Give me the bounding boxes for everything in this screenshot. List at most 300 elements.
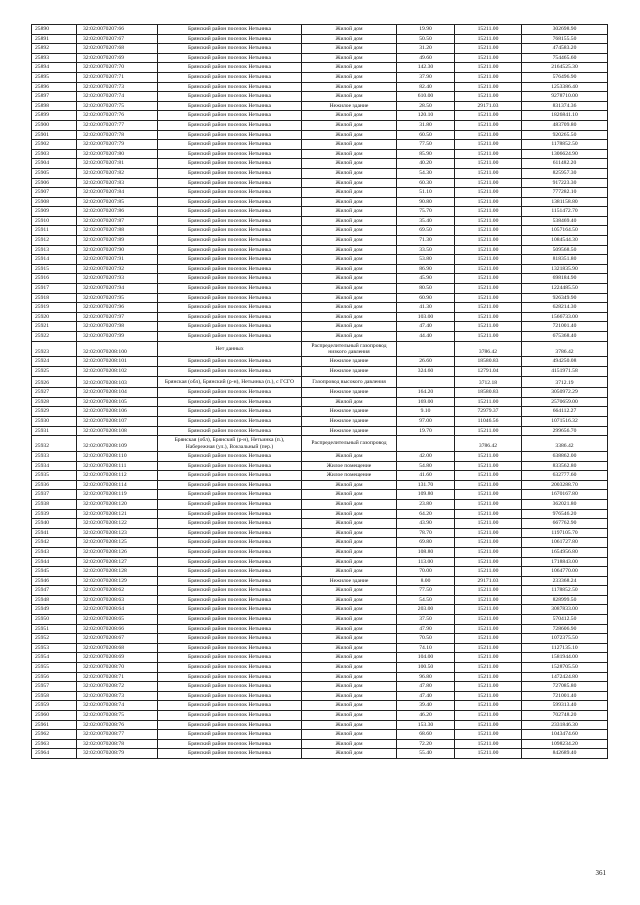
cell-specific-value: 15211.00 bbox=[455, 130, 522, 140]
cell-object-type: Жилой дом bbox=[302, 63, 397, 73]
cell-object-type: Жилой дом bbox=[302, 92, 397, 102]
cell-address: Брянский район поселок Нетьинка bbox=[158, 538, 302, 548]
cell-cadastral-number: 32:02:0070208:126 bbox=[77, 547, 158, 557]
cell-address: Брянский район поселок Нетьинка bbox=[158, 407, 302, 417]
cell-cadastral-number: 32:02:0070207:97 bbox=[77, 312, 158, 322]
cell-specific-value: 15211.00 bbox=[455, 397, 522, 407]
cell-address: Брянский район поселок Нетьинка bbox=[158, 624, 302, 634]
table-row bbox=[32, 397, 608, 407]
cell-row-number: 25929 bbox=[32, 407, 77, 417]
table-row bbox=[32, 720, 608, 730]
cell-specific-value: 15211.00 bbox=[455, 159, 522, 169]
cell-cadastral-number: 32:02:0070208:74 bbox=[77, 701, 158, 711]
cell-object-type: Жилой дом bbox=[302, 293, 397, 303]
cell-specific-value: 15211.00 bbox=[455, 332, 522, 342]
cell-row-number: 25901 bbox=[32, 130, 77, 140]
cell-row-number: 25910 bbox=[32, 216, 77, 226]
cell-row-number: 25961 bbox=[32, 720, 77, 730]
cell-area: 70.00 bbox=[397, 567, 455, 577]
table-row bbox=[32, 53, 608, 63]
cell-area: 31.80 bbox=[397, 120, 455, 130]
cell-address: Брянский район поселок Нетьинка bbox=[158, 720, 302, 730]
cell-address: Брянский район поселок Нетьинка bbox=[158, 168, 302, 178]
table-row bbox=[32, 197, 608, 207]
cell-object-type: Жилой дом bbox=[302, 72, 397, 82]
table-row bbox=[32, 149, 608, 159]
cell-cadastral-number: 32:02:0070207:70 bbox=[77, 63, 158, 73]
cell-row-number: 25960 bbox=[32, 711, 77, 721]
cell-cadastral-value: 3786.42 bbox=[522, 341, 608, 357]
cell-address: Нет данных bbox=[158, 341, 302, 357]
cell-area: 153.30 bbox=[397, 720, 455, 730]
cell-specific-value: 15211.00 bbox=[455, 490, 522, 500]
cell-specific-value: 15211.00 bbox=[455, 663, 522, 673]
cell-cadastral-number: 32:02:0070208:77 bbox=[77, 730, 158, 740]
table-row bbox=[32, 461, 608, 471]
cell-cadastral-number: 32:02:0070208:119 bbox=[77, 490, 158, 500]
cell-area: 69.80 bbox=[397, 538, 455, 548]
cell-cadastral-value: 638862.00 bbox=[522, 451, 608, 461]
cell-area: 37.50 bbox=[397, 615, 455, 625]
table-row bbox=[32, 303, 608, 313]
cell-cadastral-value: 1718843.00 bbox=[522, 557, 608, 567]
cell-cadastral-number: 32:02:0070207:91 bbox=[77, 255, 158, 265]
cell-cadastral-value: 920265.50 bbox=[522, 130, 608, 140]
cell-specific-value: 15211.00 bbox=[455, 711, 522, 721]
cell-cadastral-number: 32:02:0070207:69 bbox=[77, 53, 158, 63]
cell-row-number: 25903 bbox=[32, 149, 77, 159]
cell-address: Брянский район поселок Нетьинка bbox=[158, 120, 302, 130]
cell-cadastral-value: 2003288.70 bbox=[522, 480, 608, 490]
table-row bbox=[32, 207, 608, 217]
cell-area: 23.80 bbox=[397, 499, 455, 509]
cell-cadastral-number: 32:02:0070207:86 bbox=[77, 207, 158, 217]
cell-row-number: 25958 bbox=[32, 691, 77, 701]
cell-row-number: 25947 bbox=[32, 586, 77, 596]
cell-specific-value: 18580.83 bbox=[455, 388, 522, 398]
cell-cadastral-value: 842689.40 bbox=[522, 749, 608, 759]
cell-address: Брянский район поселок Нетьинка bbox=[158, 236, 302, 246]
table-row bbox=[32, 188, 608, 198]
cell-specific-value: 15211.00 bbox=[455, 624, 522, 634]
cell-object-type: Жилой дом bbox=[302, 25, 397, 35]
cell-cadastral-number: 32:02:0070207:93 bbox=[77, 274, 158, 284]
cell-area: 77.50 bbox=[397, 140, 455, 150]
table-row bbox=[32, 528, 608, 538]
cell-address: Брянский район поселок Нетьинка bbox=[158, 557, 302, 567]
cell-object-type: Жилой дом bbox=[302, 322, 397, 332]
cell-cadastral-value: 483709.80 bbox=[522, 120, 608, 130]
cell-cadastral-value: 509568.50 bbox=[522, 245, 608, 255]
cell-cadastral-value: 233368.24 bbox=[522, 576, 608, 586]
cell-specific-value: 72979.37 bbox=[455, 407, 522, 417]
cell-cadastral-value: 494250.08 bbox=[522, 357, 608, 367]
cell-row-number: 25916 bbox=[32, 274, 77, 284]
cell-cadastral-value: 1670167.80 bbox=[522, 490, 608, 500]
cell-cadastral-number: 32:02:0070208:75 bbox=[77, 711, 158, 721]
cell-area: 33.50 bbox=[397, 245, 455, 255]
cell-cadastral-value: 628214.30 bbox=[522, 303, 608, 313]
cell-area: 68.60 bbox=[397, 730, 455, 740]
cell-specific-value: 15211.00 bbox=[455, 509, 522, 519]
cell-row-number: 25933 bbox=[32, 451, 77, 461]
cell-row-number: 25918 bbox=[32, 293, 77, 303]
cell-object-type: Распределительный газопровод bbox=[302, 436, 397, 452]
cell-address: Брянский район поселок Нетьинка bbox=[158, 605, 302, 615]
cell-cadastral-number: 32:02:0070208:127 bbox=[77, 557, 158, 567]
cell-address: Брянский район поселок Нетьинка bbox=[158, 461, 302, 471]
cell-specific-value: 15211.00 bbox=[455, 284, 522, 294]
table-row bbox=[32, 730, 608, 740]
cell-cadastral-value: 570412.50 bbox=[522, 615, 608, 625]
cell-cadastral-number: 32:02:0070208:107 bbox=[77, 416, 158, 426]
cell-area: 42.00 bbox=[397, 451, 455, 461]
cell-row-number: 25938 bbox=[32, 499, 77, 509]
cell-address: Брянский район поселок Нетьинка bbox=[158, 691, 302, 701]
cell-area bbox=[397, 376, 455, 388]
cell-cadastral-number: 32:02:0070208:79 bbox=[77, 749, 158, 759]
cell-area: 51.10 bbox=[397, 188, 455, 198]
cell-address: Брянский район поселок Нетьинка bbox=[158, 397, 302, 407]
cell-specific-value: 15211.00 bbox=[455, 140, 522, 150]
cell-area: 85.90 bbox=[397, 149, 455, 159]
cell-cadastral-value: 702748.20 bbox=[522, 711, 608, 721]
cell-row-number: 25953 bbox=[32, 643, 77, 653]
cell-specific-value: 15211.00 bbox=[455, 207, 522, 217]
cell-cadastral-number: 32:02:0070208:112 bbox=[77, 471, 158, 481]
table-row bbox=[32, 426, 608, 436]
cell-object-type: Жилой дом bbox=[302, 653, 397, 663]
cell-cadastral-value: 727085.80 bbox=[522, 682, 608, 692]
cell-row-number: 25906 bbox=[32, 178, 77, 188]
cell-address: Брянский район поселок Нетьинка bbox=[158, 711, 302, 721]
cell-specific-value: 29171.03 bbox=[455, 101, 522, 111]
cell-cadastral-value: 1581944.00 bbox=[522, 653, 608, 663]
cell-specific-value: 15211.00 bbox=[455, 188, 522, 198]
table-row bbox=[32, 63, 608, 73]
cell-row-number: 25908 bbox=[32, 197, 77, 207]
cell-cadastral-value: 1826841.10 bbox=[522, 111, 608, 121]
cell-address: Брянский район поселок Нетьинка bbox=[158, 312, 302, 322]
cell-address: Брянский район поселок Нетьинка bbox=[158, 749, 302, 759]
cell-cadastral-number: 32:02:0070208:101 bbox=[77, 357, 158, 367]
cell-object-type: Жилой дом bbox=[302, 739, 397, 749]
cell-area: 70.50 bbox=[397, 634, 455, 644]
cell-object-type: Жилой дом bbox=[302, 111, 397, 121]
cell-area: 45.90 bbox=[397, 274, 455, 284]
table-row bbox=[32, 436, 608, 452]
cell-cadastral-number: 32:02:0070208:69 bbox=[77, 653, 158, 663]
cell-area: 108.80 bbox=[397, 547, 455, 557]
cell-area: 50.50 bbox=[397, 34, 455, 44]
cell-specific-value: 15211.00 bbox=[455, 34, 522, 44]
cell-object-type: Жилой дом bbox=[302, 720, 397, 730]
cell-address: Брянский район поселок Нетьинка bbox=[158, 576, 302, 586]
cell-cadastral-number: 32:02:0070208:123 bbox=[77, 528, 158, 538]
cell-specific-value: 15211.00 bbox=[455, 53, 522, 63]
cell-specific-value: 15211.00 bbox=[455, 149, 522, 159]
cell-row-number: 25913 bbox=[32, 245, 77, 255]
table-row bbox=[32, 322, 608, 332]
cell-row-number: 25959 bbox=[32, 701, 77, 711]
cell-specific-value: 15211.00 bbox=[455, 605, 522, 615]
cell-cadastral-number: 32:02:0070207:92 bbox=[77, 264, 158, 274]
cell-row-number: 25943 bbox=[32, 547, 77, 557]
cell-object-type: Жилой дом bbox=[302, 312, 397, 322]
cell-row-number: 25921 bbox=[32, 322, 77, 332]
cell-area: 19.90 bbox=[397, 25, 455, 35]
cell-specific-value: 15211.00 bbox=[455, 216, 522, 226]
cell-specific-value: 15211.00 bbox=[455, 701, 522, 711]
cell-object-type: Жилой дом bbox=[302, 509, 397, 519]
cell-area: 40.20 bbox=[397, 159, 455, 169]
cell-area: 164.20 bbox=[397, 388, 455, 398]
cell-object-type: Нежилое здание bbox=[302, 367, 397, 377]
cell-cadastral-value: 1057164.50 bbox=[522, 226, 608, 236]
cell-cadastral-number: 32:02:0070207:78 bbox=[77, 130, 158, 140]
cell-area: 44.40 bbox=[397, 332, 455, 342]
cell-area: 610.00 bbox=[397, 92, 455, 102]
cell-address: Брянский район поселок Нетьинка bbox=[158, 595, 302, 605]
cell-object-type: Жилой дом bbox=[302, 140, 397, 150]
cell-address: Брянский район поселок Нетьинка bbox=[158, 547, 302, 557]
cell-cadastral-number: 32:02:0070208:108 bbox=[77, 426, 158, 436]
cell-object-type: Нежилое здание bbox=[302, 357, 397, 367]
cell-specific-value: 15211.00 bbox=[455, 236, 522, 246]
cell-area: 96.80 bbox=[397, 672, 455, 682]
cell-object-type: Жилой дом bbox=[302, 663, 397, 673]
cell-area: 100.50 bbox=[397, 663, 455, 673]
cell-object-type: Нежилое здание bbox=[302, 101, 397, 111]
cell-object-type: Жилой дом bbox=[302, 711, 397, 721]
cell-row-number: 25941 bbox=[32, 528, 77, 538]
cell-cadastral-number: 32:02:0070208:76 bbox=[77, 720, 158, 730]
cell-object-type: Нежилое здание bbox=[302, 576, 397, 586]
cell-area: 47.40 bbox=[397, 691, 455, 701]
cell-object-type: Газопровод высокого давления bbox=[302, 376, 397, 388]
cell-cadastral-number: 32:02:0070208:100 bbox=[77, 341, 158, 357]
cell-address: Брянский район поселок Нетьинка bbox=[158, 643, 302, 653]
table-row bbox=[32, 140, 608, 150]
cell-object-type: Нежилое здание bbox=[302, 416, 397, 426]
cell-cadastral-value: 3050972.29 bbox=[522, 388, 608, 398]
cell-address: Брянский район поселок Нетьинка bbox=[158, 82, 302, 92]
cell-row-number: 25930 bbox=[32, 416, 77, 426]
table-row bbox=[32, 624, 608, 634]
cell-cadastral-number: 32:02:0070207:66 bbox=[77, 25, 158, 35]
cell-object-type: Жилой дом bbox=[302, 480, 397, 490]
cell-specific-value: 15211.00 bbox=[455, 682, 522, 692]
cell-address: Брянский район поселок Нетьинка bbox=[158, 701, 302, 711]
cell-object-type: Жилое помещение bbox=[302, 471, 397, 481]
cell-address: Брянский район поселок Нетьинка bbox=[158, 197, 302, 207]
cell-address: Брянский район поселок Нетьинка bbox=[158, 207, 302, 217]
cell-object-type: Жилой дом bbox=[302, 499, 397, 509]
table-row bbox=[32, 663, 608, 673]
cell-row-number: 25911 bbox=[32, 226, 77, 236]
cell-specific-value: 15211.00 bbox=[455, 471, 522, 481]
cell-cadastral-value: 1306624.90 bbox=[522, 149, 608, 159]
cell-area: 78.70 bbox=[397, 528, 455, 538]
cell-object-type: Жилой дом bbox=[302, 120, 397, 130]
cell-row-number: 25931 bbox=[32, 426, 77, 436]
cell-object-type: Жилой дом bbox=[302, 82, 397, 92]
cell-row-number: 25957 bbox=[32, 682, 77, 692]
cell-row-number: 25915 bbox=[32, 264, 77, 274]
cell-area: 80.50 bbox=[397, 284, 455, 294]
cell-address: Брянский район поселок Нетьинка bbox=[158, 149, 302, 159]
cell-cadastral-number: 32:02:0070207:94 bbox=[77, 284, 158, 294]
cell-row-number: 25942 bbox=[32, 538, 77, 548]
cell-row-number: 25894 bbox=[32, 63, 77, 73]
table-row bbox=[32, 691, 608, 701]
cell-object-type: Нежилое здание bbox=[302, 407, 397, 417]
table-row bbox=[32, 519, 608, 529]
cell-specific-value: 15211.00 bbox=[455, 82, 522, 92]
cell-object-type: Жилой дом bbox=[302, 519, 397, 529]
cell-specific-value: 15211.00 bbox=[455, 274, 522, 284]
cell-cadastral-value: 3087833.00 bbox=[522, 605, 608, 615]
cell-cadastral-number: 32:02:0070207:90 bbox=[77, 245, 158, 255]
table-row bbox=[32, 44, 608, 54]
table-row bbox=[32, 226, 608, 236]
cell-cadastral-value: 3386.42 bbox=[522, 436, 608, 452]
cell-cadastral-value: 1654956.80 bbox=[522, 547, 608, 557]
cell-area: 8.00 bbox=[397, 576, 455, 586]
cell-specific-value: 15211.00 bbox=[455, 168, 522, 178]
cell-address: Брянский район поселок Нетьинка bbox=[158, 284, 302, 294]
cell-specific-value: 15211.00 bbox=[455, 595, 522, 605]
cell-object-type: Жилой дом bbox=[302, 303, 397, 313]
cell-object-type: Жилой дом bbox=[302, 34, 397, 44]
cell-specific-value: 15211.00 bbox=[455, 691, 522, 701]
cell-cadastral-value: 538469.40 bbox=[522, 216, 608, 226]
cell-cadastral-number: 32:02:0070208:104 bbox=[77, 388, 158, 398]
table-row bbox=[32, 672, 608, 682]
cell-cadastral-number: 32:02:0070208:78 bbox=[77, 739, 158, 749]
cell-address: Брянский район поселок Нетьинка bbox=[158, 653, 302, 663]
cell-address: Брянский район поселок Нетьинка bbox=[158, 101, 302, 111]
cell-object-type: Жилой дом bbox=[302, 547, 397, 557]
table-row bbox=[32, 284, 608, 294]
cell-row-number: 25948 bbox=[32, 595, 77, 605]
cell-area: 47.90 bbox=[397, 624, 455, 634]
cell-object-type: Жилой дом bbox=[302, 178, 397, 188]
cell-cadastral-value: 698184.90 bbox=[522, 274, 608, 284]
cell-row-number: 25954 bbox=[32, 653, 77, 663]
cell-address: Брянский район поселок Нетьинка bbox=[158, 72, 302, 82]
cell-cadastral-value: 818351.80 bbox=[522, 255, 608, 265]
cell-cadastral-number: 32:02:0070207:83 bbox=[77, 178, 158, 188]
cell-cadastral-number: 32:02:0070208:70 bbox=[77, 663, 158, 673]
cell-address: Брянский район поселок Нетьинка bbox=[158, 274, 302, 284]
cell-specific-value: 15211.00 bbox=[455, 120, 522, 130]
cell-cadastral-number: 32:02:0070207:98 bbox=[77, 322, 158, 332]
cell-cadastral-number: 32:02:0070208:64 bbox=[77, 605, 158, 615]
cell-area: 131.70 bbox=[397, 480, 455, 490]
cell-address: Брянский район поселок Нетьинка bbox=[158, 44, 302, 54]
table-row bbox=[32, 576, 608, 586]
table-row bbox=[32, 388, 608, 398]
cell-row-number: 25936 bbox=[32, 480, 77, 490]
table-row bbox=[32, 509, 608, 519]
cell-cadastral-value: 1071516.32 bbox=[522, 416, 608, 426]
cell-object-type: Жилой дом bbox=[302, 332, 397, 342]
table-row bbox=[32, 82, 608, 92]
cell-row-number: 25951 bbox=[32, 624, 77, 634]
cell-area: 71.30 bbox=[397, 236, 455, 246]
cell-area: 64.20 bbox=[397, 509, 455, 519]
cell-area: 97.00 bbox=[397, 416, 455, 426]
cell-cadastral-value: 1178852.50 bbox=[522, 586, 608, 596]
cell-specific-value: 12791.04 bbox=[455, 367, 522, 377]
cell-object-type: Жилой дом bbox=[302, 274, 397, 284]
cell-cadastral-value: 1381158.80 bbox=[522, 197, 608, 207]
cell-address: Брянский район поселок Нетьинка bbox=[158, 490, 302, 500]
cell-cadastral-number: 32:02:0070207:73 bbox=[77, 82, 158, 92]
cell-area: 72.20 bbox=[397, 739, 455, 749]
cell-address: Брянский район поселок Нетьинка bbox=[158, 672, 302, 682]
cell-row-number: 25892 bbox=[32, 44, 77, 54]
cell-address: Брянский район поселок Нетьинка bbox=[158, 480, 302, 490]
cell-cadastral-value: 1528705.50 bbox=[522, 663, 608, 673]
table-row bbox=[32, 605, 608, 615]
cell-specific-value: 15211.00 bbox=[455, 197, 522, 207]
cell-row-number: 25926 bbox=[32, 376, 77, 388]
cell-address: Брянский район поселок Нетьинка bbox=[158, 332, 302, 342]
table-row bbox=[32, 111, 608, 121]
cell-cadastral-number: 32:02:0070208:128 bbox=[77, 567, 158, 577]
cell-cadastral-value: 664112.27 bbox=[522, 407, 608, 417]
cell-specific-value: 15211.00 bbox=[455, 634, 522, 644]
table-row bbox=[32, 586, 608, 596]
cell-row-number: 25964 bbox=[32, 749, 77, 759]
cell-area: 9.10 bbox=[397, 407, 455, 417]
cell-address: Брянский район поселок Нетьинка bbox=[158, 322, 302, 332]
cell-cadastral-value: 825957.30 bbox=[522, 168, 608, 178]
table-row bbox=[32, 101, 608, 111]
cell-area: 37.90 bbox=[397, 72, 455, 82]
cell-object-type: Жилой дом bbox=[302, 245, 397, 255]
cell-cadastral-number: 32:02:0070208:68 bbox=[77, 643, 158, 653]
cell-specific-value: 15211.00 bbox=[455, 63, 522, 73]
cell-object-type: Жилой дом bbox=[302, 130, 397, 140]
cell-object-type: Жилой дом bbox=[302, 44, 397, 54]
cadastral-table bbox=[31, 24, 608, 759]
cell-object-type: Жилой дом bbox=[302, 188, 397, 198]
cell-cadastral-number: 32:02:0070208:72 bbox=[77, 682, 158, 692]
cell-area: 47.40 bbox=[397, 322, 455, 332]
cell-cadastral-number: 32:02:0070208:102 bbox=[77, 367, 158, 377]
cell-object-type: Жилой дом bbox=[302, 682, 397, 692]
table-row bbox=[32, 168, 608, 178]
table-row bbox=[32, 749, 608, 759]
table-row bbox=[32, 178, 608, 188]
table-row bbox=[32, 72, 608, 82]
cell-specific-value: 15211.00 bbox=[455, 72, 522, 82]
cell-cadastral-value: 828999.50 bbox=[522, 595, 608, 605]
cell-address: Брянский район поселок Нетьинка bbox=[158, 528, 302, 538]
table-row bbox=[32, 416, 608, 426]
cell-cadastral-number: 32:02:0070207:79 bbox=[77, 140, 158, 150]
cell-object-type: Жилой дом bbox=[302, 595, 397, 605]
cell-cadastral-number: 32:02:0070208:63 bbox=[77, 595, 158, 605]
cell-specific-value: 3786.42 bbox=[455, 436, 522, 452]
cell-cadastral-value: 917223.30 bbox=[522, 178, 608, 188]
cell-specific-value: 15211.00 bbox=[455, 255, 522, 265]
cell-area: 113.00 bbox=[397, 557, 455, 567]
cell-area: 69.50 bbox=[397, 226, 455, 236]
